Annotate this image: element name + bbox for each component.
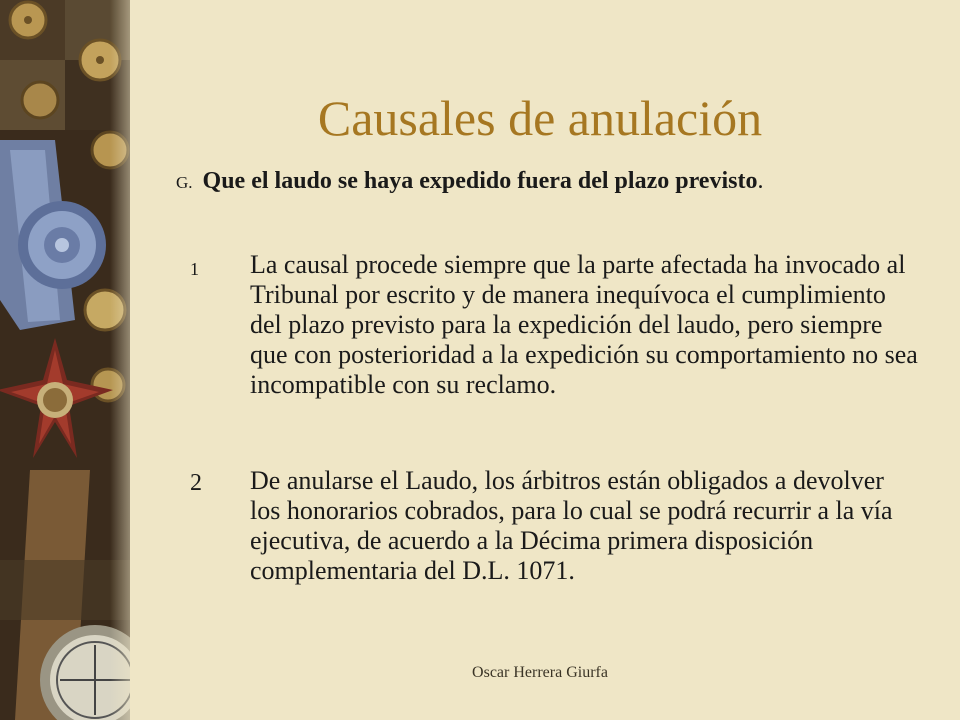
decorative-medal-image — [0, 0, 130, 720]
slide-title: Causales de anulación — [317, 90, 763, 146]
item-text: La causal procede siempre que la parte afectada ha invocado al Tribunal por escrito y de manera inequívoca el cumplimiento del plazo previsto para la expedición del laudo, pero siempre que con posterioridad a la expedición su comportamiento no sea incompatible con su reclamo. — [250, 250, 918, 399]
item-number: 1 — [190, 259, 199, 279]
subheading-text: Que el laudo se haya expedido fuera del plazo previsto — [202, 168, 758, 194]
image-fade-overlay — [110, 0, 130, 720]
subheading-end: . — [757, 168, 764, 194]
item-number: 2 — [190, 470, 202, 496]
item-text: De anularse el Laudo, los árbitros están obligados a devolver los honorarios cobrados, para lo cual se podrá recurrir a la vía ejecutiva, de acuerdo a la Décima primera disposición complementaria del D.L. 1071. — [250, 466, 893, 585]
slide-footer: Oscar Herrera Giurfa — [472, 664, 608, 681]
section-subheading — [176, 164, 763, 200]
subheading-marker: G. — [176, 173, 193, 192]
